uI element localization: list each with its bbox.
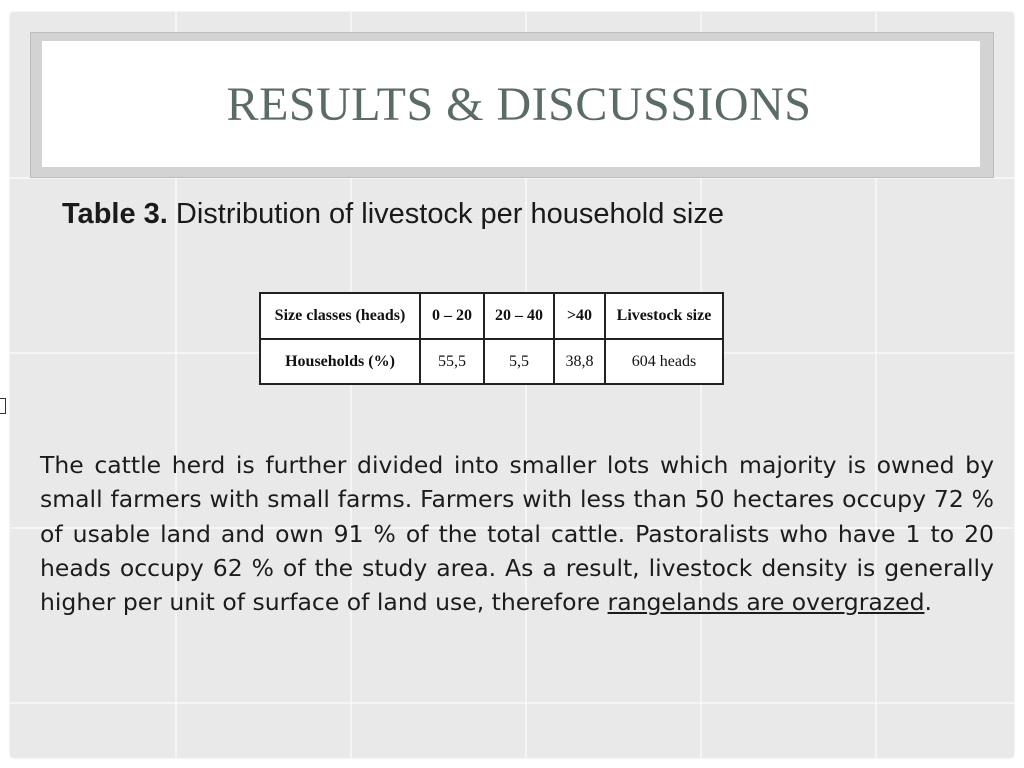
table-cell: 55,5 bbox=[420, 339, 484, 384]
table-row-label: Households (%) bbox=[260, 339, 420, 384]
table-caption-text: Distribution of livestock per household size bbox=[167, 198, 724, 230]
overgrazed-link[interactable]: rangelands are overgrazed bbox=[607, 588, 925, 617]
table-header-cell: Size classes (heads) bbox=[260, 293, 420, 339]
title-box bbox=[42, 41, 980, 167]
table-cell: 38,8 bbox=[554, 339, 605, 384]
body-paragraph-text: The cattle herd is further divided into smaller lots which majority is owned by small farmers with small farms. Farmers with less than 50 hectares occupy 72 % of usable land and own 91 % of the total cattle. Pastoralists who have 1 to 20 heads occupy 62 % of the study area. As a result, livestock density is generally higher per unit of surface of land use, therefore bbox=[40, 451, 994, 617]
table-caption-label: Table 3. bbox=[62, 198, 168, 230]
table-cell: 5,5 bbox=[484, 339, 554, 384]
table-caption bbox=[62, 198, 724, 231]
table-cell: 604 heads bbox=[605, 339, 723, 384]
table-header-cell: 0 – 20 bbox=[420, 293, 484, 339]
table-header-cell: 20 – 40 bbox=[484, 293, 554, 339]
livestock-table bbox=[259, 292, 724, 385]
table-row bbox=[260, 339, 723, 384]
body-paragraph bbox=[40, 448, 994, 619]
table-header-cell: Livestock size bbox=[605, 293, 723, 339]
table-header-row bbox=[260, 293, 723, 339]
table-header-cell: >40 bbox=[554, 293, 605, 339]
edge-marker bbox=[0, 398, 6, 414]
slide-title: RESULTS & DISCUSSIONS bbox=[226, 77, 812, 131]
body-paragraph-end: . bbox=[924, 588, 932, 617]
